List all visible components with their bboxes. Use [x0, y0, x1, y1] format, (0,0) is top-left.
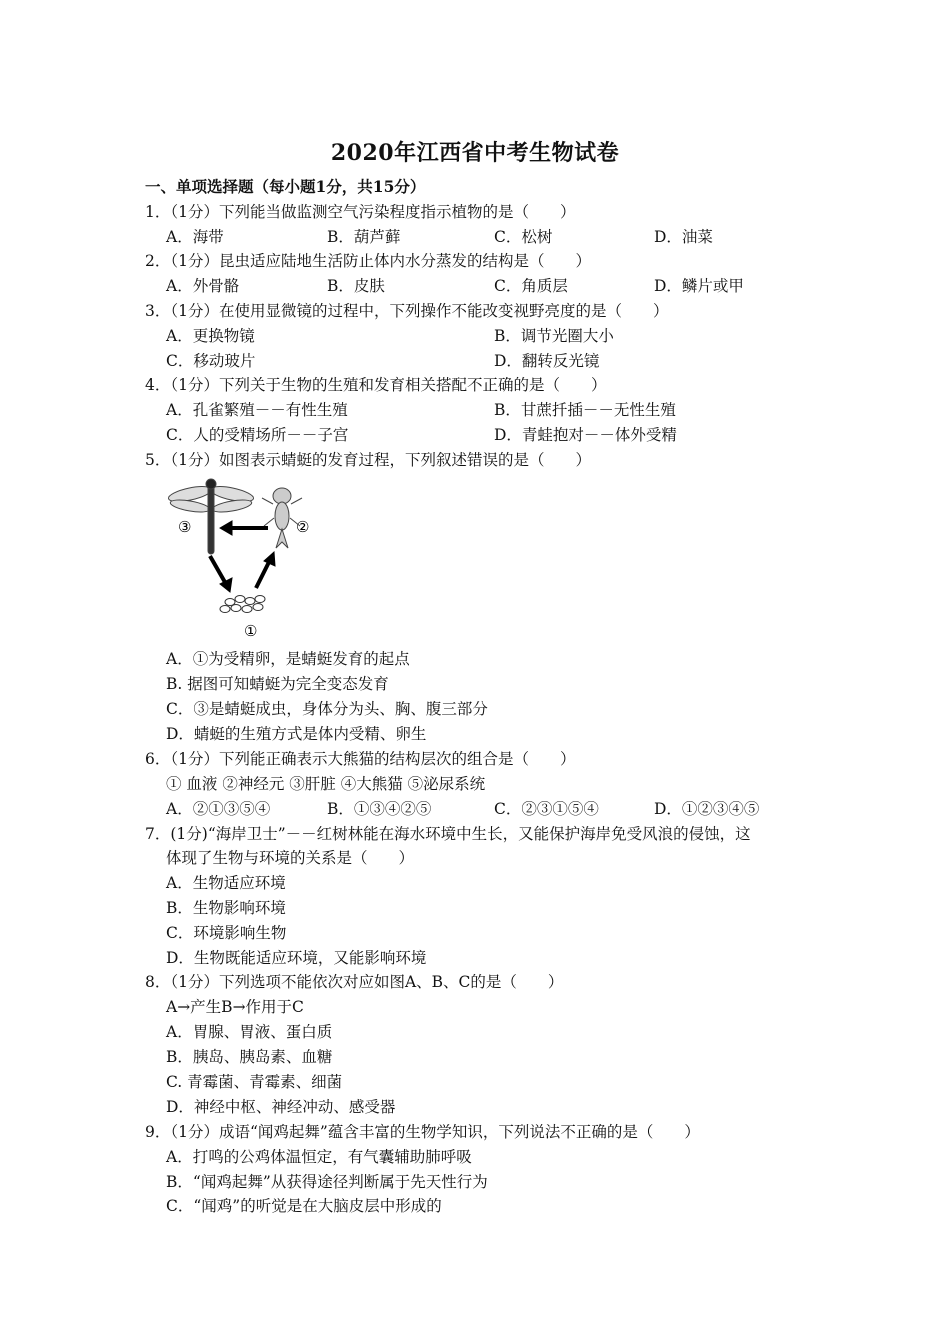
q2-stem: 2．（1分）昆虫适应陆地生活防止体内水分蒸发的结构是（ ） [145, 252, 591, 270]
q8-diagram: A→产生B→作用于C [166, 998, 304, 1016]
q9-option-c: C．“闻鸡”的听觉是在大脑皮层中形成的 [166, 1197, 442, 1215]
q6-stem: 6．（1分）下列能正确表示大熊猫的结构层次的组合是（ ） [145, 750, 576, 768]
q9-option-b: B．“闻鸡起舞”从获得途径判断属于先天性行为 [166, 1173, 488, 1191]
q5-option-b: B. 据图可知蜻蜓为完全变态发育 [166, 675, 389, 693]
q8-option-c: C. 青霉菌、青霉素、细菌 [166, 1073, 343, 1091]
q4-option-a: A．孔雀繁殖－－有性生殖 [166, 401, 348, 419]
q8-option-a: A．胃腺、胃液、蛋白质 [166, 1023, 333, 1041]
q1-option-a: A．海带 [166, 228, 224, 246]
q1-option-b: B．葫芦藓 [327, 228, 401, 246]
q9-stem: 9．（1分）成语“闻鸡起舞”蕴含丰富的生物学知识，下列说法不正确的是（ ） [145, 1123, 700, 1141]
q8-stem: 8．（1分）下列选项不能依次对应如图A、B、C的是（ ） [145, 973, 564, 991]
q1-stem: 1．（1分）下列能当做监测空气污染程度指示植物的是（ ） [145, 203, 576, 221]
lifecycle-arrows [210, 521, 275, 592]
q1-option-c: C．松树 [494, 228, 553, 246]
q8-option-d: D．神经中枢、神经冲动、感受器 [166, 1098, 396, 1116]
q6-option-d: D．①②③④⑤ [654, 800, 760, 818]
q4-stem: 4．（1分）下列关于生物的生殖和发育相关搭配不正确的是（ ） [145, 376, 607, 394]
dragonfly-adult-illustration [167, 479, 255, 554]
q7-option-b: B．生物影响环境 [166, 899, 286, 917]
q7-stem-line1: 7．(1分)“海岸卫士”－－红树林能在海水环境中生长，又能保护海岸免受风浪的侵蚀，这 [145, 825, 751, 843]
section-heading: 一、单项选择题（每小题1分，共15分） [145, 177, 426, 196]
q6-option-c: C．②③①⑤④ [494, 800, 599, 818]
q4-option-b: B．甘蔗扦插－－无性生殖 [494, 401, 676, 419]
fig-label-3: ③ [178, 518, 192, 536]
q3-option-d: D．翻转反光镜 [494, 352, 600, 370]
q2-option-d: D．鳞片或甲 [654, 277, 744, 295]
dragonfly-lifecycle-figure [160, 474, 310, 644]
q6-option-a: A．②①③⑤④ [166, 800, 271, 818]
q1-option-d: D．油菜 [654, 228, 713, 246]
q6-option-b: B．①③④②⑤ [327, 800, 432, 818]
q5-option-d: D．蜻蜓的生殖方式是体内受精、卵生 [166, 725, 427, 743]
q5-option-c: C．③是蜻蜓成虫，身体分为头、胸、腹三部分 [166, 700, 488, 718]
q3-option-a: A．更换物镜 [166, 327, 255, 345]
q7-option-d: D．生物既能适应环境，又能影响环境 [166, 949, 427, 967]
q2-option-a: A．外骨骼 [166, 277, 240, 295]
q3-option-b: B．调节光圈大小 [494, 327, 614, 345]
q4-option-d: D．青蛙抱对－－体外受精 [494, 426, 677, 444]
q7-option-a: A．生物适应环境 [166, 874, 286, 892]
q5-stem: 5．（1分）如图表示蜻蜓的发育过程，下列叙述错误的是（ ） [145, 451, 591, 469]
q2-option-b: B．皮肤 [327, 277, 385, 295]
fig-label-2: ② [296, 518, 310, 536]
eggs-illustration [220, 596, 265, 613]
q7-stem-line2: 体现了生物与环境的关系是（ ） [166, 849, 415, 867]
fig-label-1: ① [244, 622, 258, 640]
q5-option-a: A．①为受精卵，是蜻蜓发育的起点 [166, 650, 410, 668]
q6-items: ① 血液 ②神经元 ③肝脏 ④大熊猫 ⑤泌尿系统 [166, 775, 486, 793]
q4-option-c: C．人的受精场所－－子宫 [166, 426, 349, 444]
q3-option-c: C．移动玻片 [166, 352, 256, 370]
page-title: 2020年江西省中考生物试卷 [330, 140, 620, 166]
q2-option-c: C．角质层 [494, 277, 568, 295]
q7-option-c: C．环境影响生物 [166, 924, 287, 942]
q3-stem: 3．（1分）在使用显微镜的过程中，下列操作不能改变视野亮度的是（ ） [145, 302, 669, 320]
q9-option-a: A．打鸣的公鸡体温恒定，有气囊辅助肺呼吸 [166, 1148, 472, 1166]
q8-option-b: B．胰岛、胰岛素、血糖 [166, 1048, 333, 1066]
